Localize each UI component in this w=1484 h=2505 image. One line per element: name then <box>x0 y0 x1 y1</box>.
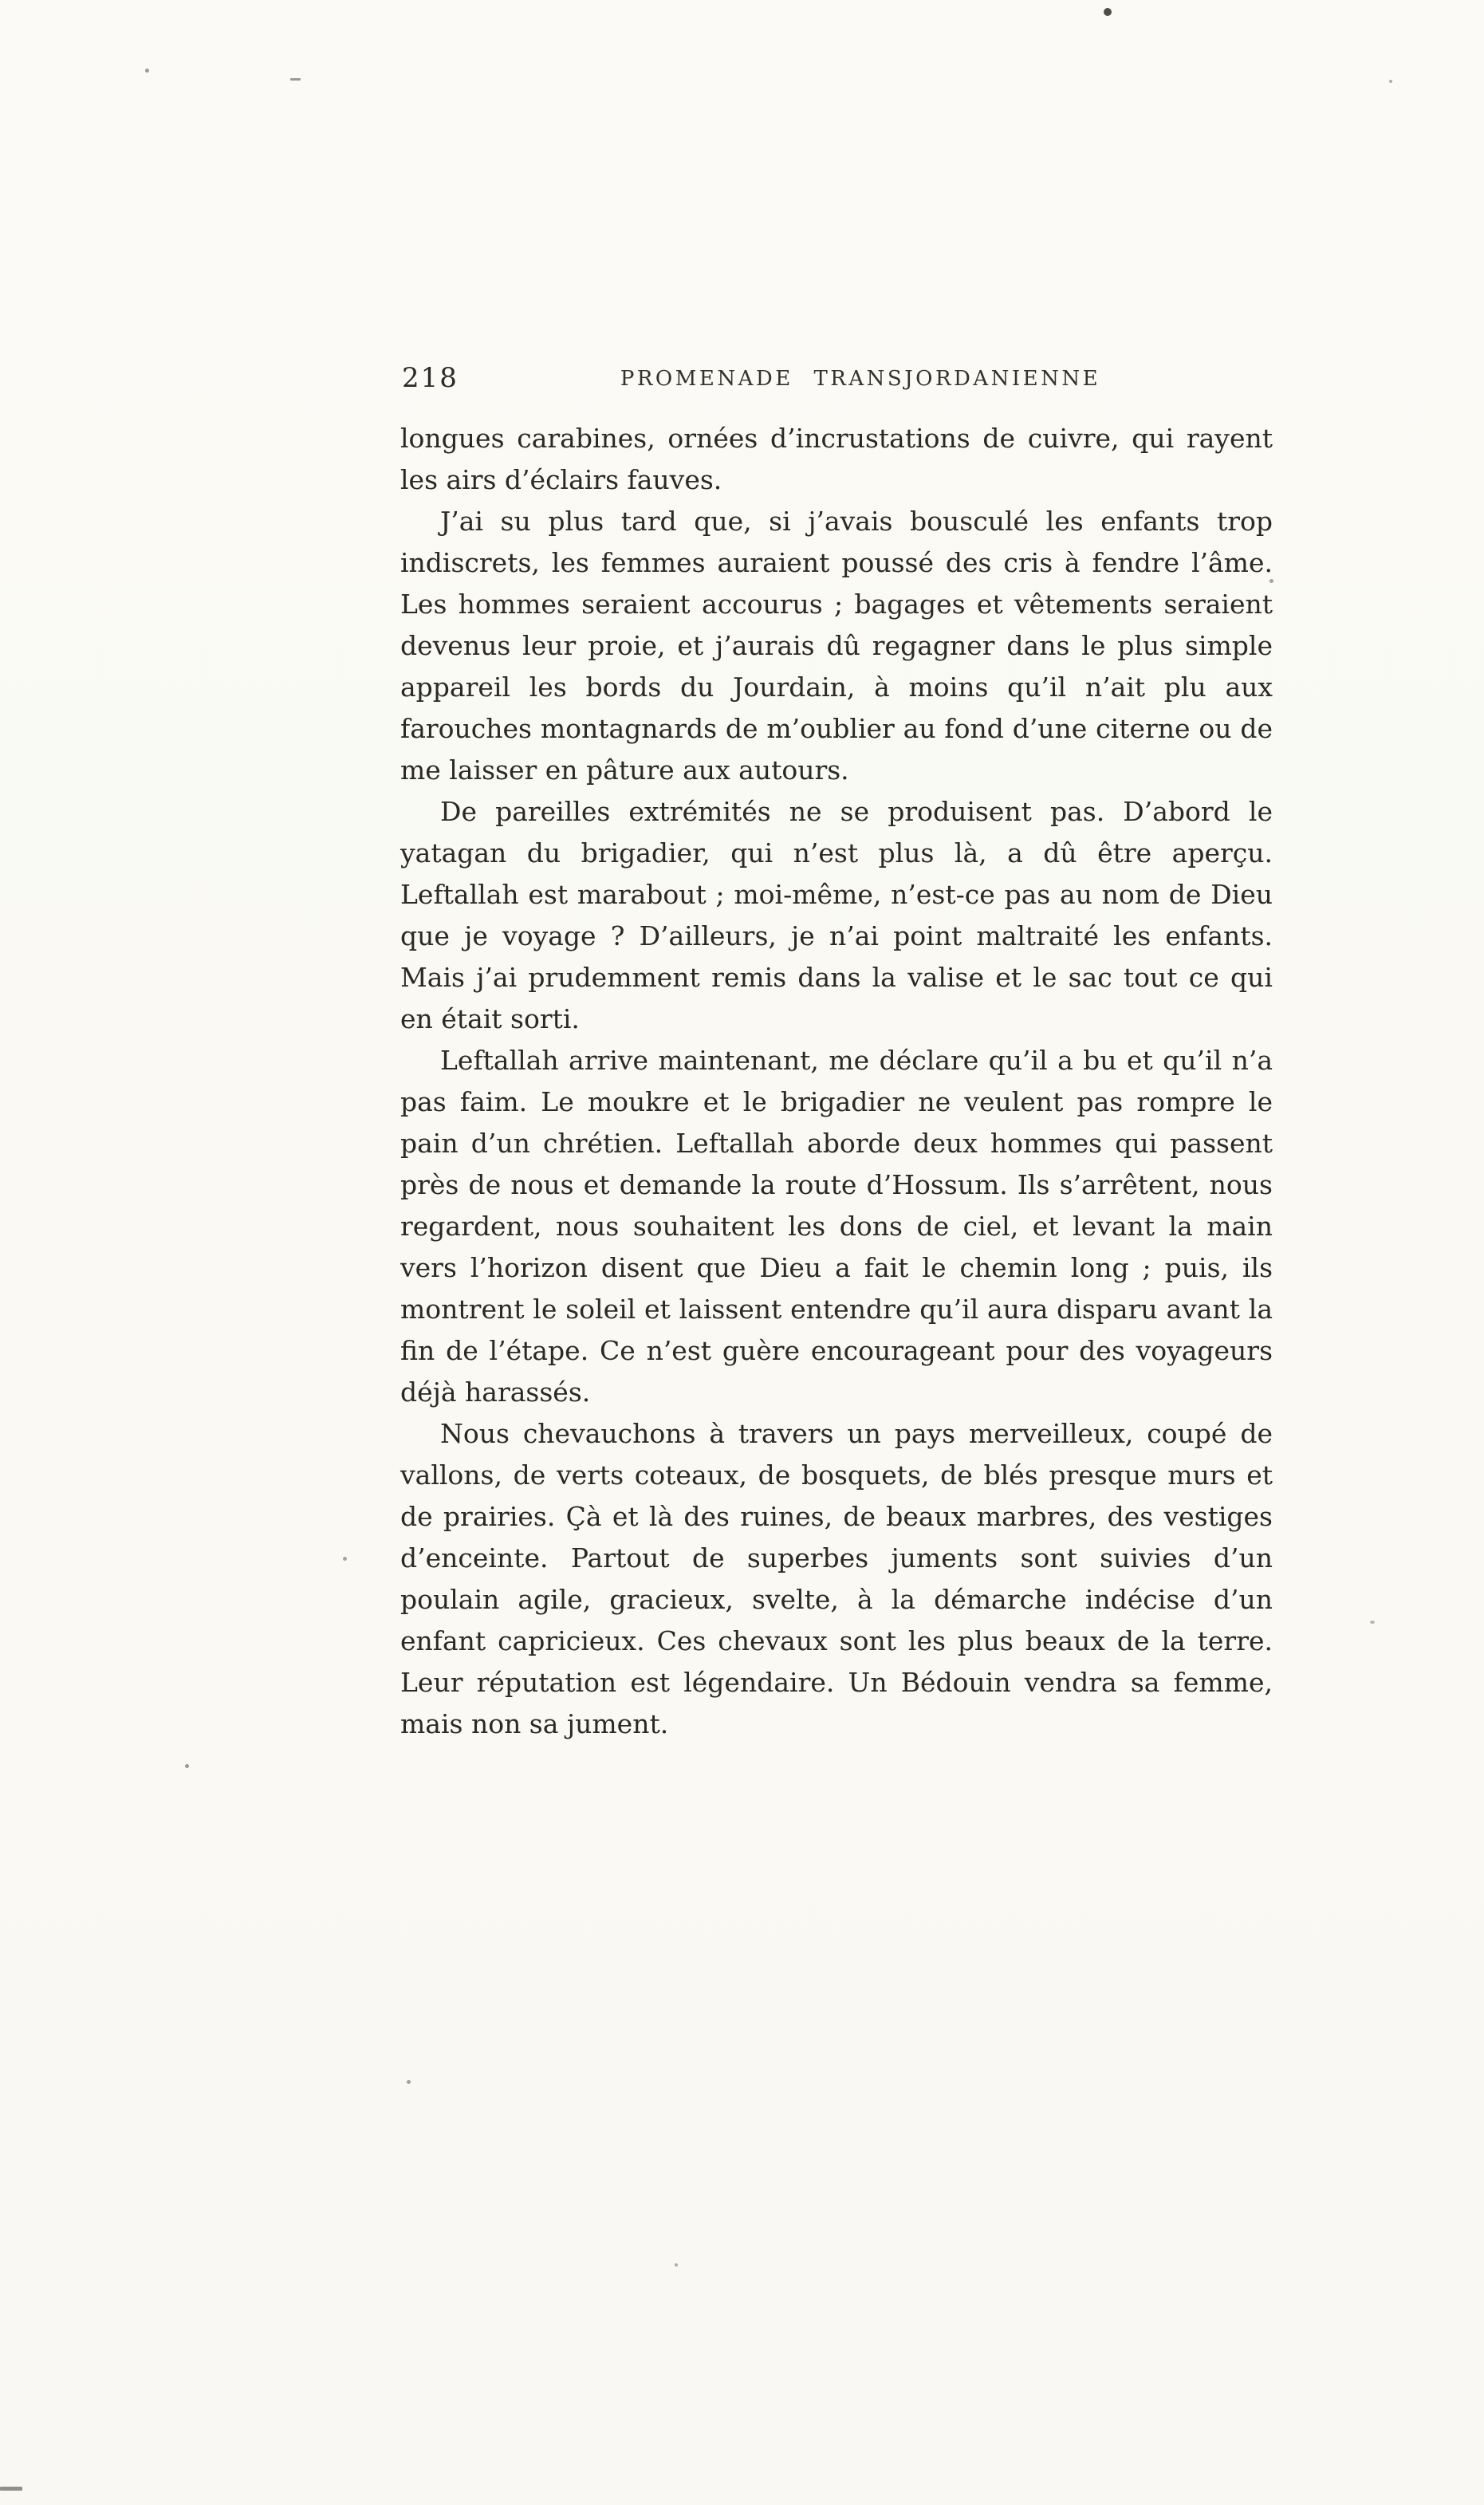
paragraph: Leftallah arrive maintenant, me déclare qu’il a bu et qu’il n’a pas faim. Le moukre et le brigadier ne veulent pas rompre le pain d’un chrétien. Leftallah aborde deux hommes qui passent près de nous et demande la route d’Hossum. Ils s’arrêtent, nous regardent, nous souhaitent les dons de ciel, et levant la main vers l’horizon disent que Dieu a fait le chemin long ; puis, ils montrent le soleil et laissent entendre qu’il aura disparu avant la fin de l’étape. Ce n’est guère encourageant pour des voyageurs déjà harassés. <box>400 1045 1273 1408</box>
paragraph: De pareilles extrémités ne se produisent pas. D’abord le yatagan du brigadier, qui n’est plus là, a dû être aperçu. Leftallah est marabout ; moi-même, n’est-ce pas au nom de Dieu que je voyage ? D’ailleurs, je n’ai point maltraité les enfants. Mais j’ai prudemment remis dans la valise et le sac tout ce qui en était sorti. <box>400 796 1273 1034</box>
paragraph: J’ai su plus tard que, si j’avais bousculé les enfants trop indiscrets, les femmes auraient poussé des cris à fendre l’âme. Les hommes seraient accourus ; bagages et vêtements seraient devenus leur proie, et j’aurais dû regagner dans le plus simple appareil les bords du Jourdain, à moins qu’il n’ait plu aux farouches montagnards de m’oublier au fond d’une citerne ou de me laisser en pâture aux autours. <box>400 506 1273 786</box>
paragraph: Nous chevauchons à travers un pays merveilleux, coupé de vallons, de verts coteaux, de bosquets, de blés presque murs et de prairies. Çà et là des ruines, de beaux marbres, des vestiges d’enceinte. Partout de superbes juments sont suivies d’un poulain agile, gracieux, svelte, à la démarche indécise d’un enfant capricieux. Ces chevaux sont les plus beaux de la terre. Leur réputation est légendaire. Un Bédouin vendra sa femme, mais non sa jument. <box>400 1418 1273 1739</box>
text-block <box>400 418 1273 1745</box>
paragraph: longues carabines, ornées d’incrustations de cuivre, qui rayent les airs d’éclairs fauves. <box>400 423 1273 495</box>
running-header: PROMENADE TRANSJORDANIENNE <box>620 367 1101 391</box>
page-header <box>400 360 1273 400</box>
text-column <box>400 360 1273 1745</box>
page-number: 218 <box>402 362 459 394</box>
